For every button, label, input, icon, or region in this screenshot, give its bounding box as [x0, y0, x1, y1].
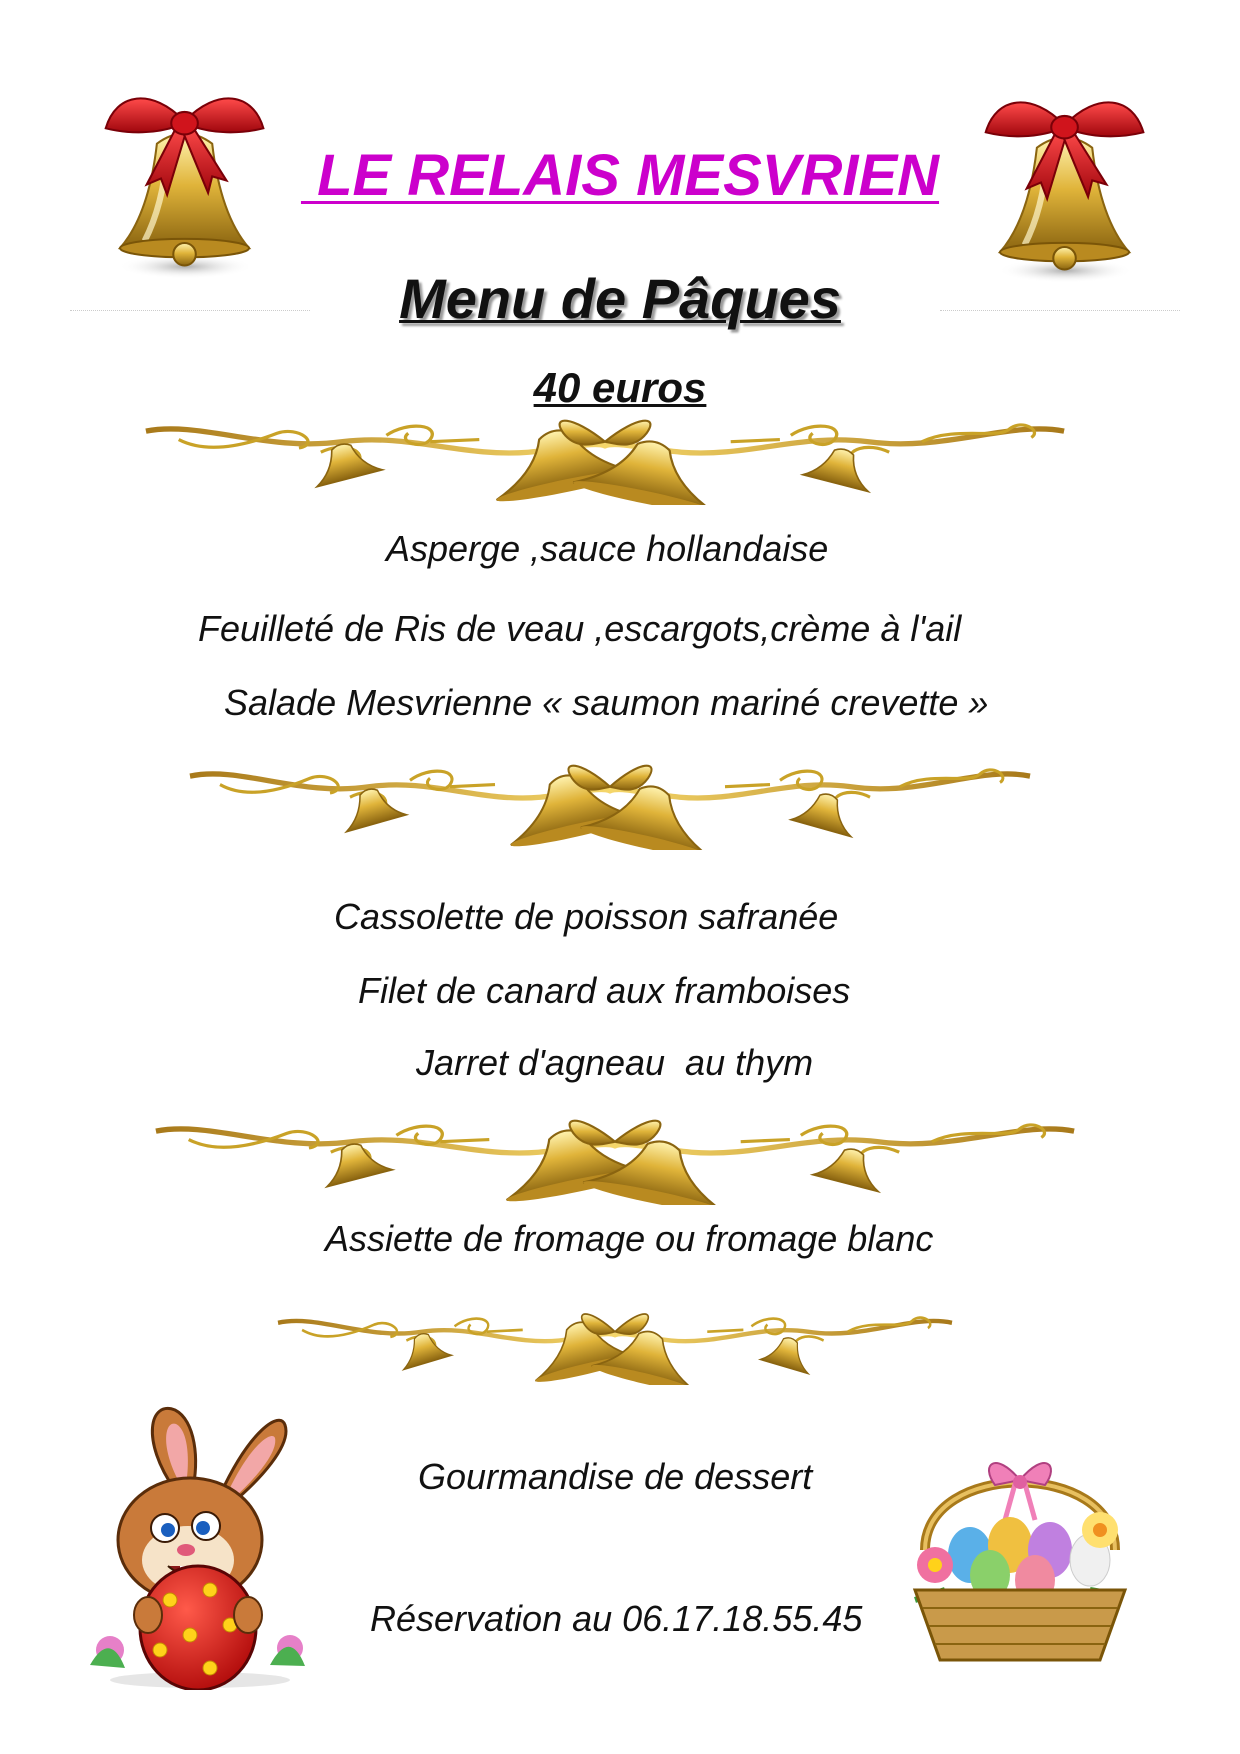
main-course-item: Filet de canard aux framboises — [348, 970, 851, 1011]
starter-item: Feuilleté de Ris de veau ,escargots,crème à l'ail — [198, 608, 962, 649]
starter-item: Salade Mesvrienne « saumon mariné crevette » — [214, 682, 989, 723]
golden-bells-garland-icon — [180, 755, 1040, 850]
easter-egg-basket-icon — [885, 1440, 1155, 1670]
main-course-item: Cassolette de poisson safranée — [334, 896, 839, 937]
cheese-course-item: Assiette de fromage ou fromage blanc — [325, 1218, 934, 1259]
menu-subtitle: Menu de Pâques — [399, 267, 841, 330]
main-course-item: Jarret d'agneau au thym — [396, 1042, 814, 1083]
page-title: LE RELAIS MESVRIEN — [300, 143, 940, 208]
starter-item: Asperge ,sauce hollandaise — [386, 528, 829, 569]
golden-bells-garland-icon — [145, 1110, 1085, 1205]
golden-bells-garland-icon — [135, 410, 1075, 505]
golden-bells-garland-icon — [270, 1305, 960, 1385]
dessert-item: Gourmandise de dessert — [418, 1456, 813, 1497]
reservation-info: Réservation au 06.17.18.55.45 — [370, 1598, 863, 1639]
menu-price: 40 euros — [533, 364, 707, 411]
easter-bunny-with-egg-icon — [80, 1400, 310, 1690]
